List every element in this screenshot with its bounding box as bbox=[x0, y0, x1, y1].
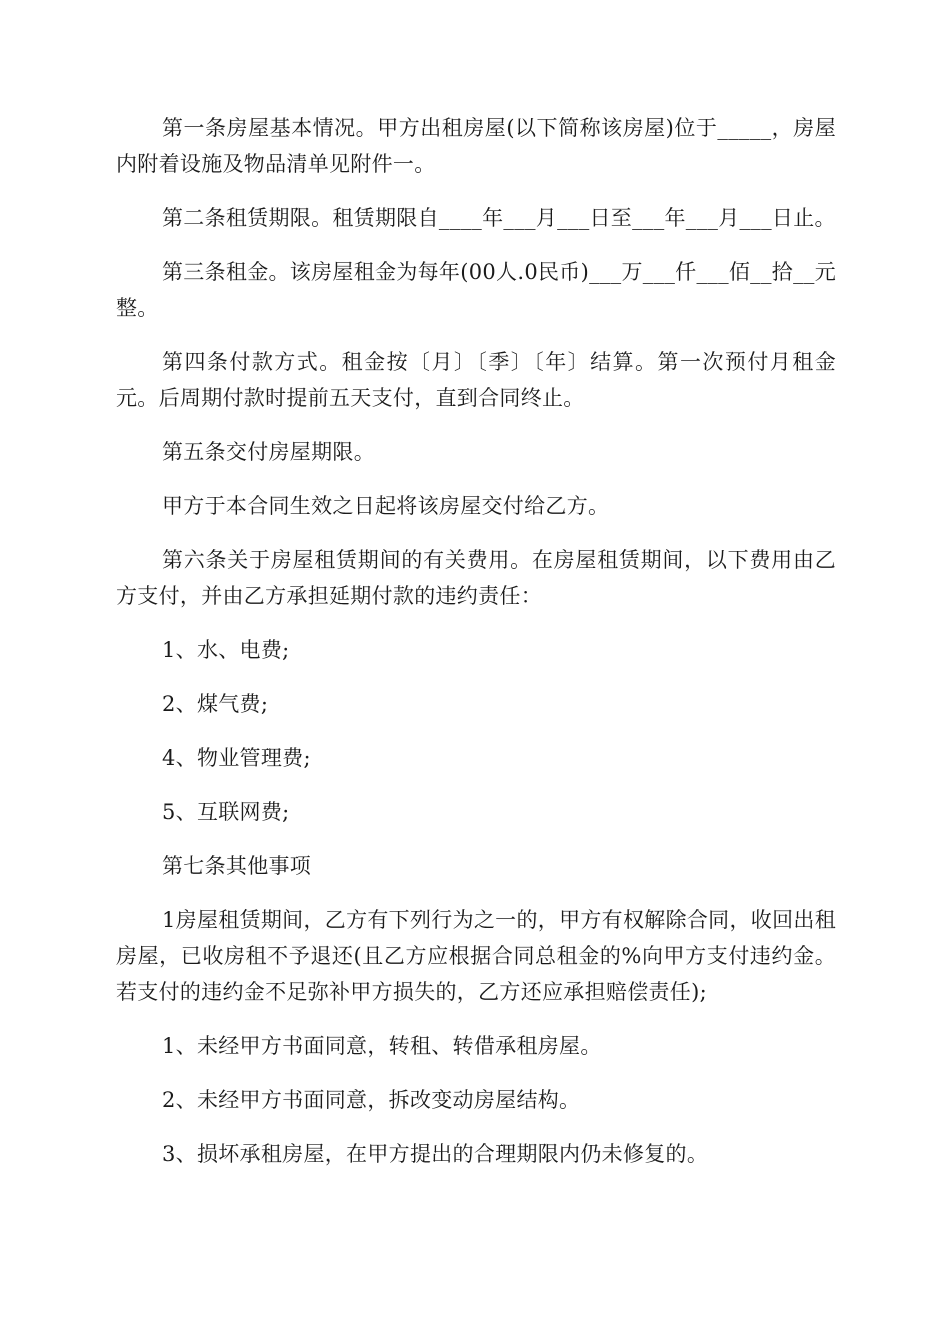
article-5-paragraph: 甲方于本合同生效之日起将该房屋交付给乙方。 bbox=[162, 494, 610, 518]
article-2-paragraph: 第二条租赁期限。租赁期限自____年___月___日至___年___月___日止。 bbox=[162, 206, 836, 230]
article-1-paragraph: 第一条房屋基本情况。甲方出租房屋(以下简称该房屋)位于_____，房屋内附着设施及物品清单见附件一。 bbox=[116, 116, 836, 176]
document-body bbox=[116, 110, 836, 1190]
fee-list-item: 2、煤气费; bbox=[162, 692, 269, 716]
article-5-heading: 第五条交付房屋期限。 bbox=[162, 440, 375, 464]
fee-list-item: 5、互联网费; bbox=[162, 800, 290, 824]
fee-list-item: 1、水、电费; bbox=[162, 638, 290, 662]
breach-list-item: 1、未经甲方书面同意，转租、转借承租房屋。 bbox=[162, 1034, 602, 1058]
article-4-paragraph: 第四条付款方式。租金按〔月〕〔季〕〔年〕结算。第一次预付月租金元。后周期付款时提前五天支付，直到合同终止。 bbox=[116, 350, 836, 410]
breach-list-item: 2、未经甲方书面同意，拆改变动房屋结构。 bbox=[162, 1088, 581, 1112]
article-3-paragraph: 第三条租金。该房屋租金为每年(00人.0民币)___万___仟___佰__拾__元整。 bbox=[116, 260, 836, 320]
article-7-clause-1: 1房屋租赁期间，乙方有下列行为之一的，甲方有权解除合同，收回出租房屋，已收房租不予退还(且乙方应根据合同总租金的%向甲方支付违约金。若支付的违约金不足弥补甲方损失的，乙方还应承担赔偿责任); bbox=[116, 908, 836, 1004]
article-7-heading: 第七条其他事项 bbox=[162, 854, 312, 878]
article-6-paragraph: 第六条关于房屋租赁期间的有关费用。在房屋租赁期间，以下费用由乙方支付，并由乙方承担延期付款的违约责任： bbox=[116, 548, 836, 608]
fee-list-item: 4、物业管理费; bbox=[162, 746, 311, 770]
breach-list-item: 3、损坏承租房屋，在甲方提出的合理期限内仍未修复的。 bbox=[162, 1142, 709, 1166]
